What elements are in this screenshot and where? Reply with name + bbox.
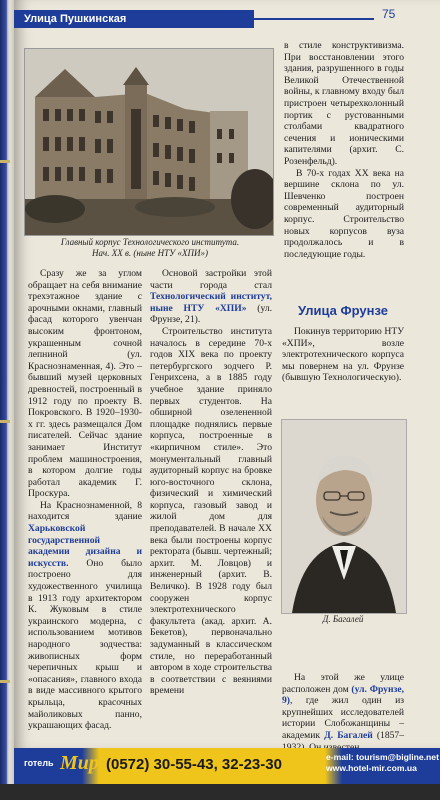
photo-caption xyxy=(28,237,272,259)
hotel-logo-mir: Мир xyxy=(60,752,99,774)
text-column-3-bottom xyxy=(282,672,404,753)
paragraph: В 70-х годах XX века на вершине склона по ул. Шевченко построен современный аудиторный корпус. Строительство новых корпусов вуза продолжалось и в последующие годы. xyxy=(284,167,404,260)
text-column-2 xyxy=(150,268,272,697)
caption-line: Нач. XX в. (ныне НТУ «ХПИ») xyxy=(92,248,208,258)
bottom-shadow xyxy=(0,784,440,800)
highlighted-name: Харьковской государственной академии дизайна и искусств. xyxy=(28,523,142,569)
spine-stripe xyxy=(0,680,10,683)
highlighted-address: (ул. Фрунзе, 9) xyxy=(282,683,404,707)
spine-stripe xyxy=(0,160,10,163)
hotel-logo-word: готель xyxy=(24,758,54,768)
paragraph: Сразу же за углом обращает на себя внимание трехэтажное здание с арочными окнами, главный фасад которого увенчан высоким фронтоном, украшенным сочной лепниной (ул. Краснознаменная, 4). Это – бывший музей церковных древностей, построенный в 1912 году по проекту В. Покровского. В 1920–1930-х гг. здесь размещался Дом писателей. Сейчас здание занимает Институт проблем машиностроения, в котором долгие годы работал академик Г. Проскура. xyxy=(28,268,142,500)
book-spine-edge xyxy=(0,0,14,800)
institute-building-photo xyxy=(24,48,274,236)
text-run: (1857– xyxy=(376,729,405,741)
text-column-3-section xyxy=(282,326,404,384)
paragraph: Покинув территорию НТУ «ХПИ», возле электротехнического корпуса мы повернем на ул. Фрунзе (бывшую Технологическую). xyxy=(282,326,404,384)
spine-stripe xyxy=(0,420,10,423)
page-number: 75 xyxy=(382,7,396,21)
section-heading: Улица Фрунзе xyxy=(298,303,388,318)
banner-phone: (0572) 30-55-43, 32-23-30 xyxy=(106,756,282,773)
text-column-3 xyxy=(284,40,404,260)
text-run: , где жил один из крупнейших исследователей истории Слобожанщины – академик xyxy=(282,695,404,741)
header-rule xyxy=(244,18,374,20)
text-run: На этой же улице расположен дом xyxy=(282,672,404,695)
paragraph: Строительство института началось в середине 70-х годов XIX века по проекту петербургского зодчего Р. Генрихсена, а в 1885 году учебное здание приняло первых студентов. На обширной озелененной площадке поднялись первые корпуса, построенные в «кирпичном стиле». Это монументальный главный аудиторный корпус на бровке юго-восточного склона, физический и химический корпуса, газовый завод и жилой дом для преподавателей. В начале XX века были построены корпус ректората (бывш. чертежный; архит. М. Ловцов) и инженерный (архит. В. Величко). В 1928 году был сооружен корпус электротехнического факультета (акад. архит. А. Бекетов), первоначально задуманный в классическом стиле, но переработанный автором в ходе строительства в соответствии с веяниями времени xyxy=(150,325,272,697)
highlighted-name: Д. Багалей xyxy=(324,729,373,741)
text-run: Основой застройки этой части города стал xyxy=(150,268,272,291)
portrait-caption: Д. Багалей xyxy=(322,614,364,624)
text-run: На Краснознаменной, 8 находится здание xyxy=(28,499,142,523)
banner-contacts xyxy=(326,752,439,774)
paragraph xyxy=(28,500,142,732)
banner-email: e-mail: tourism@bigline.net xyxy=(326,752,439,762)
paragraph xyxy=(150,268,272,326)
highlighted-name: Технологический институт, ныне НТУ «ХПИ» xyxy=(150,291,272,314)
paragraph xyxy=(282,672,404,753)
text-column-1 xyxy=(28,268,142,732)
running-header: Улица Пушкинская xyxy=(14,10,254,28)
paragraph: в стиле конструктивизма. При восстановлении этого здания, разрушенного в годы Великой Отечественной войны, к главному входу был пристроен четырехколонный портик с рустованными столбами квадратного сечения и ионическими капителями (архит. С. Розенфельд). xyxy=(284,40,404,167)
text-run: (ул. Фрунзе, 21). xyxy=(150,302,273,326)
bagaley-portrait xyxy=(281,419,407,614)
text-run: Оно было построено для художественного училища в 1913 году архитектором К. Жуковым в стиле украинского модерна, с использованием мотивов народного зодчества: живописных форм черепичных крыш и «опасания», главного входа в виде массивного крытого крыльца, красочных майоликовых панно, украшающих фасад. xyxy=(28,557,142,732)
banner-site: www.hotel-mir.com.ua xyxy=(326,763,417,773)
caption-line: Главный корпус Технологического института. xyxy=(60,237,240,247)
